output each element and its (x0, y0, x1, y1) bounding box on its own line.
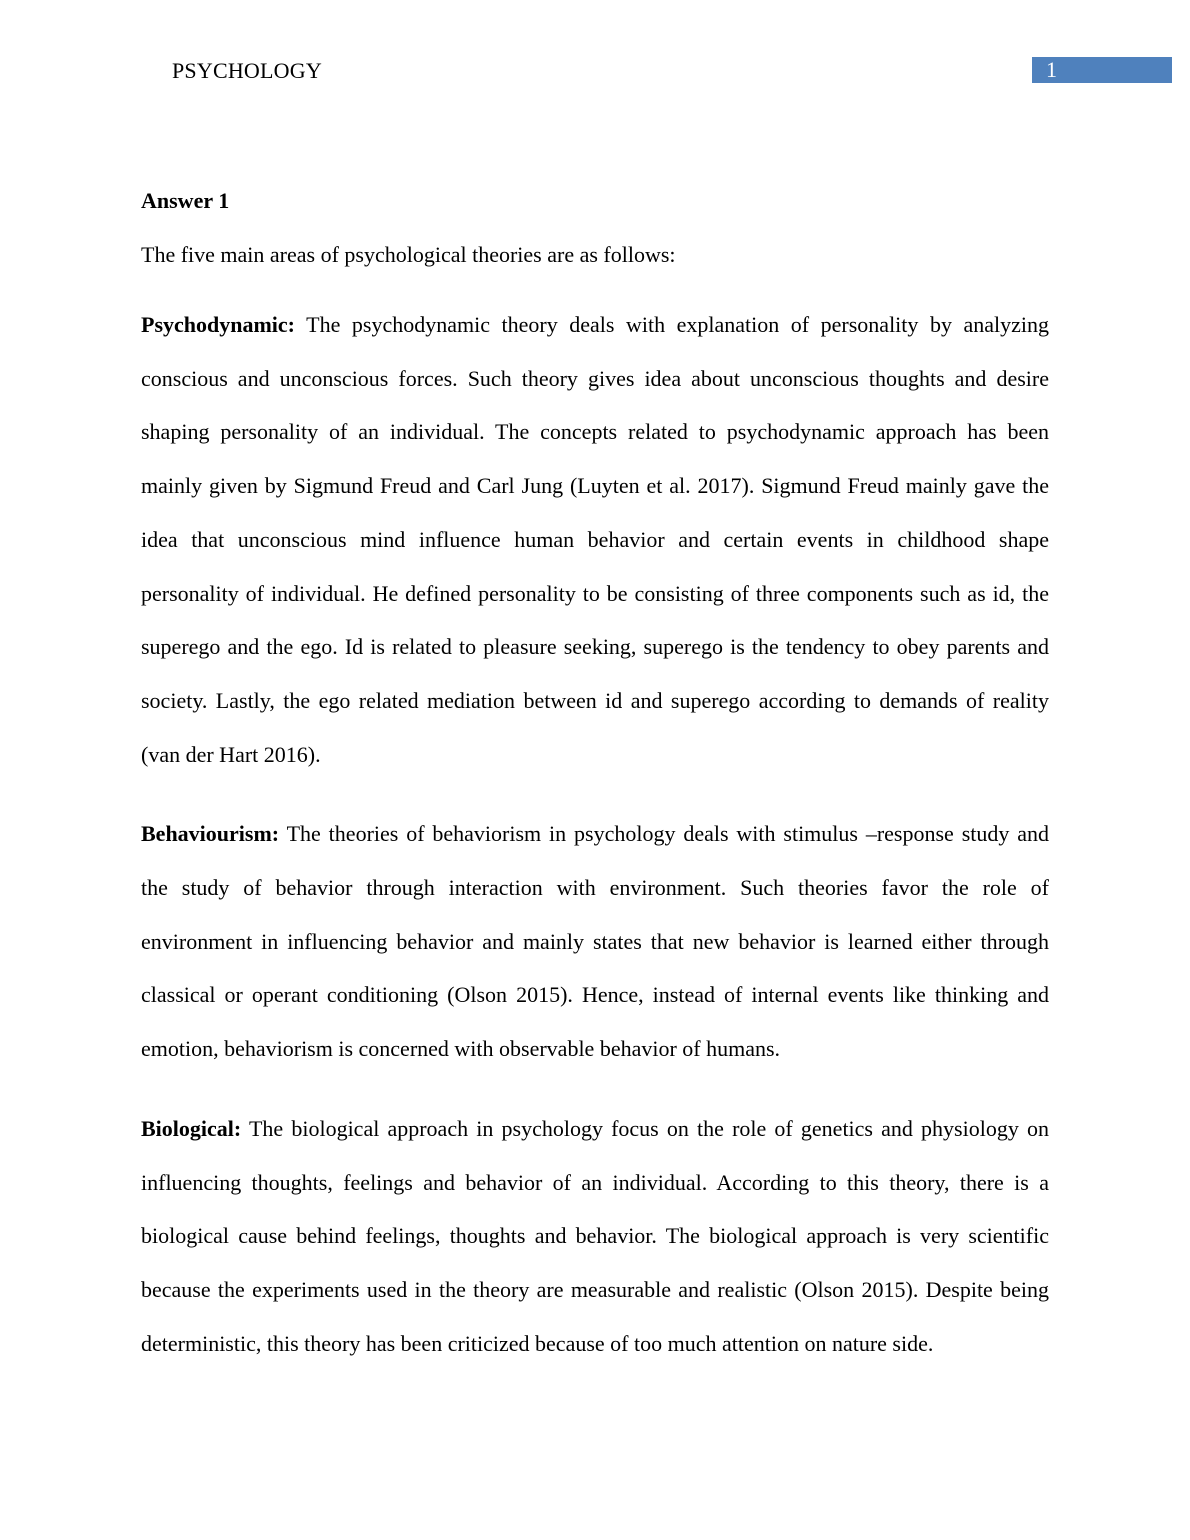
header-title: PSYCHOLOGY (172, 58, 322, 83)
paragraph-text: The biological approach in psychology focus on the role of genetics and physiology on influencing thoughts, feelings and behavior of an individual. According to this theory, there is a biological cause behind feelings, thoughts and behavior. The biological approach is very scientific because the experiments used in the theory are measurable and realistic (Olson 2015). Despite being deterministic, this theory has been criticized because of too much attention on nature side. (141, 1115, 1049, 1356)
intro-paragraph: The five main areas of psychological theories are as follows: (141, 242, 676, 267)
paragraph-psychodynamic (141, 298, 1049, 781)
paragraph-term: Biological: (141, 1115, 242, 1141)
page-number-badge (1032, 57, 1172, 83)
document-body (141, 184, 1049, 1370)
paragraph-behaviourism (141, 807, 1049, 1076)
paragraph-biological (141, 1102, 1049, 1371)
page-number: 1 (1046, 57, 1057, 82)
paragraph-text: The theories of behaviorism in psychology deals with stimulus –response study and the study of behavior through interaction with environment. Such theories favor the role of environment in influencing behavior and mainly states that new behavior is learned either through classical or operant conditioning (Olson 2015). Hence, instead of internal events like thinking and emotion, behaviorism is concerned with observable behavior of humans. (141, 821, 1050, 1062)
paragraph-text: The psychodynamic theory deals with explanation of personality by analyzing conscious and unconscious forces. Such theory gives idea about unconscious thoughts and desire shaping personality of an individual. The concepts related to psychodynamic approach has been mainly given by Sigmund Freud and Carl Jung (Luyten et al. 2017). Sigmund Freud mainly gave the idea that unconscious mind influence human behavior and certain events in childhood shape personality of individual. He defined personality to be consisting of three components such as id, the superego and the ego. Id is related to pleasure seeking, superego is the tendency to obey parents and society. Lastly, the ego related mediation between id and superego according to demands of reality (van der Hart 2016). (141, 312, 1049, 767)
paragraph-term: Behaviourism: (141, 821, 280, 847)
answer-heading: Answer 1 (141, 188, 230, 213)
paragraph-term: Psychodynamic: (141, 312, 295, 337)
